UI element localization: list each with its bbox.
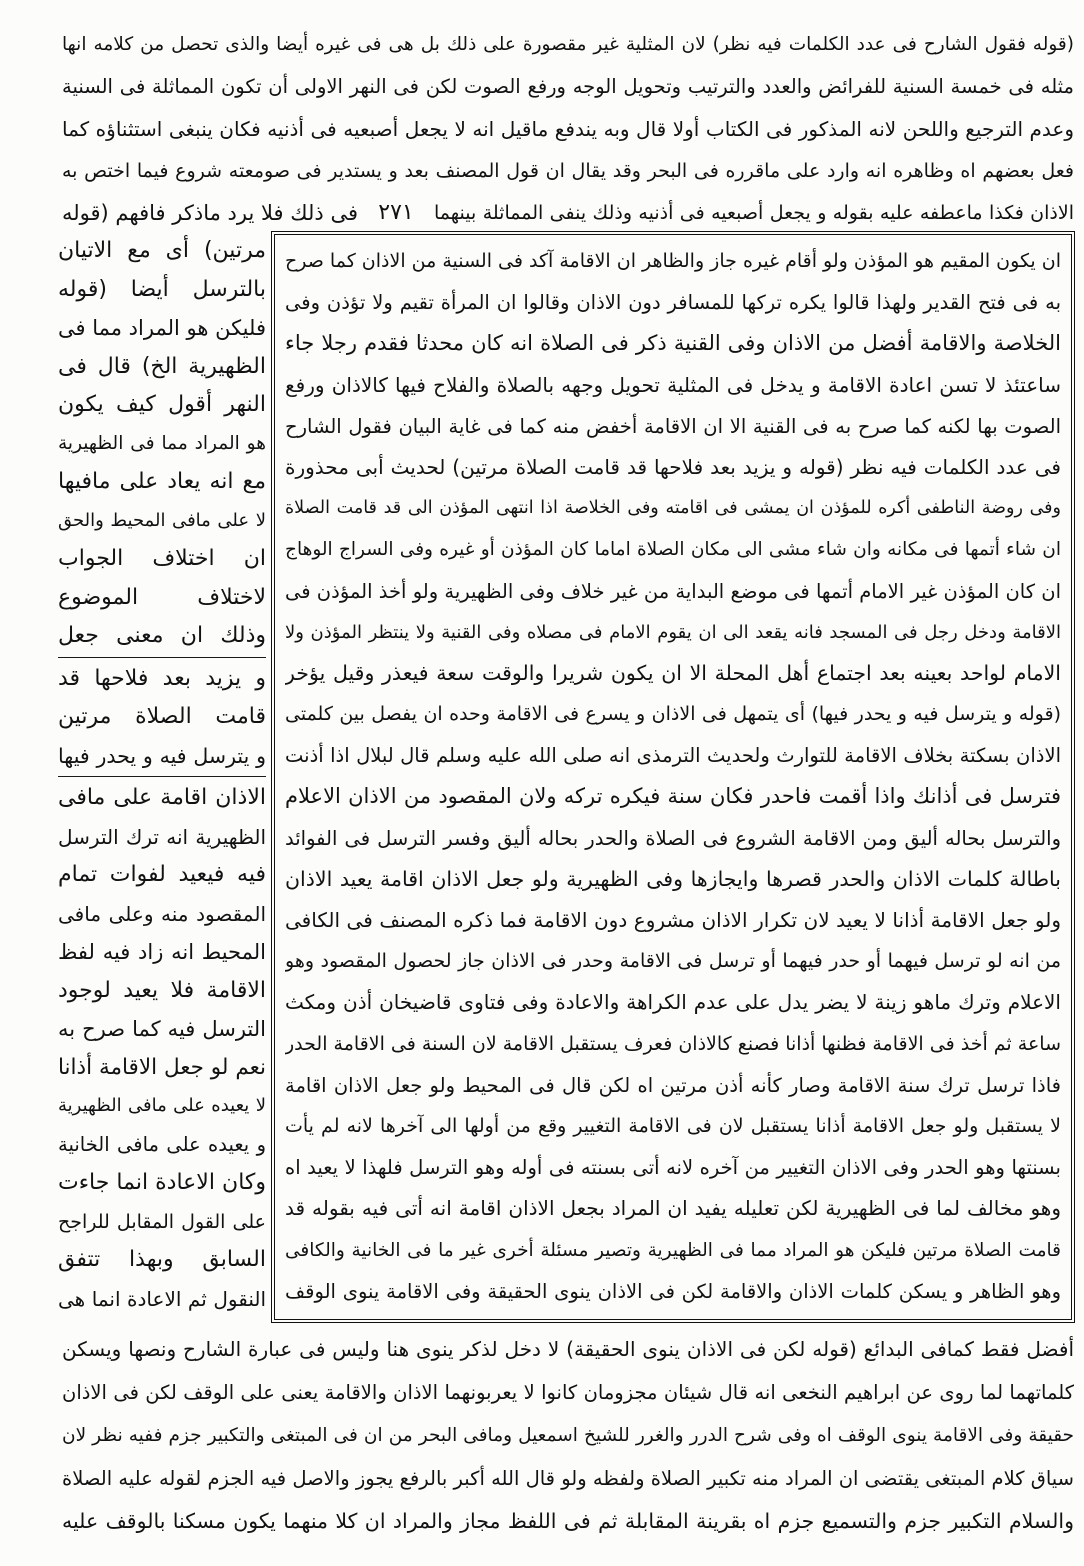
main-text-line: فترسل فى أذانك واذا أقمت فاحدر فكان سنة فيكره تركه ولان المقصود من الاذان الاعلام: [285, 784, 1061, 809]
commentary-line: سياق كلام المبتغى يقتضى ان المراد منه تكبير الصلاة ولفظه ولو قال الله أكبر بالرفع يجوز والاصل فيه الجزم لقوله عليه الصلاة: [62, 1467, 1074, 1490]
main-text-line: الخلاصة والاقامة أفضل من الاذان وفى القنية ذكر فى الصلاة انه كان محدثا فقدم رجلا جاء: [285, 331, 1061, 356]
commentary-line: والسلام التكبير جزم والتسميع جزم اه بقرينة المقابلة ثم فى اللفظ مجاز والمراد ان كلا منهما يكون مسكنا بالوقف عليه: [62, 1509, 1074, 1533]
matn-line: و يزيد بعد فلاحها قد: [58, 665, 266, 691]
commentary-line: الاذان فكذا ماعطفه عليه بقوله و يجعل أصبعيه فى أذنيه وذلك ينفى المماثلة بينهما: [434, 202, 1074, 224]
side-matn-box: [58, 660, 266, 776]
main-text-line: ان يكون المقيم هو المؤذن ولو أقام غيره جاز والظاهر ان الاقامة آكد فى السنية من الاذان كما صرح: [285, 250, 1061, 272]
commentary-line-with-page-number: [62, 192, 1074, 234]
main-text-line: فاذا ترسل ترك سنة الاقامة وصار كأنه أذن مرتين اه لكن قال فى المحيط ولو جعل الاذان اقامة: [285, 1073, 1061, 1097]
side-commentary-lower: [58, 779, 266, 1318]
main-text-line: الاذان بسكتة بخلاف الاقامة للتوارث ولحديث الترمذى انه صلى الله عليه وسلم قال لبلال اذا أذنت: [285, 744, 1061, 768]
side-commentary-line: على القول المقابل للراجح: [58, 1210, 266, 1233]
commentary-line: وعدم الترجيع واللحن لانه المذكور فى الكتاب أولا قال وبه يندفع ماقيل انه لا يجعل أصبعيه فى أذنيه فكان ينبغى استثناؤه كما: [62, 117, 1074, 141]
commentary-line: مثله فى خمسة السنية للفرائض والعدد والترتيب وتحويل الوجه ورفع الصوت لكن فى النهر الاولى أن تكون المماثلة فى السنية: [62, 75, 1074, 98]
side-commentary-line: ان اختلاف الجواب: [58, 546, 266, 571]
side-commentary-line: الاذان اقامة على مافى: [58, 785, 266, 810]
side-commentary-line: نعم لو جعل الاقامة أذانا: [58, 1054, 266, 1080]
main-text-line: باطالة كلمات الاذان والحدر قصرها وايجازها وفى الظهيرية ولو جعل الاذان اقامة يعيد الاذان: [285, 866, 1061, 891]
main-text-line: ساعة ثم أخذ فى الاقامة فظنها أذانا فصنع كالاذان فعرف يستقبل الاقامة لان السنة فى الاقامة الحدر: [285, 1032, 1061, 1055]
main-text-line: الصوت بها لكنه كما صرح به فى القنية الا ان الاقامة أخفض منه كما فى غاية البيان فقول الشارح: [285, 414, 1061, 438]
matn-line: قامت الصلاة مرتين: [58, 704, 266, 729]
section-divider: [58, 657, 266, 658]
top-commentary: [62, 24, 1074, 234]
side-commentary-line: الترسل فيه كما صرح به: [58, 1017, 266, 1041]
side-commentary-line: فليكن هو المراد مما فى: [58, 316, 266, 340]
main-text-line: ان شاء أتمها فى مكانه وان شاء مشى الى مكان الصلاة اماما كان المؤذن أو غيره وفى السراج الوهاج: [285, 539, 1061, 561]
section-divider: [58, 776, 266, 777]
side-commentary-line: لا على مافى المحيط والحق: [58, 509, 266, 531]
commentary-line: حقيقة وفى الاقامة ينوى الوقف اه وفى شرح الدرر والغرر للشيخ اسمعيل ومافى البحر من ان فى المبتغى والتكبير جزم ففيه نظر لان: [62, 1425, 1074, 1446]
side-commentary-line: وذلك ان معنى جعل: [58, 623, 266, 648]
side-commentary-line: الاقامة فلا يعيد لوجود: [58, 977, 266, 1003]
side-commentary-line: المحيط انه زاد فيه لفظ: [58, 940, 266, 964]
main-text-line: ان كان المؤذن غير الامام أتمها فى موضع البداية من غير خلاف وفى الظهيرية ولو أخذ المؤذن فى: [285, 579, 1061, 603]
main-text-line: وفى روضة الناطفى أكره للمؤذن ان يمشى فى اقامته وفى الخلاصة اذا انتهى المؤذن الى قد قامت الصلاة: [285, 498, 1061, 519]
main-text-line: فى عدد الكلمات فيه نظر (قوله و يزيد بعد فلاحها قد قامت الصلاة مرتين) لحديث أبى محذورة: [285, 454, 1061, 479]
side-commentary-line: لاختلاف الموضوع: [58, 584, 266, 610]
main-text-line: من انه لو ترسل فيهما أو حدر فيهما أو ترسل فى الاقامة وحدر فى الاذان جاز لحصول المقصود وهو: [285, 950, 1061, 973]
main-text-line: قامت الصلاة مرتين فليكن هو المراد مما فى الظهيرية وتصير مسئلة أخرى غير ما فى الخانية والكافى: [285, 1239, 1061, 1261]
main-text-line: ولو جعل الاقامة أذانا لا يعيد لان تكرار الاذان مشروع دون الاقامة فما ذكره المصنف فى الكافى: [285, 908, 1061, 932]
side-commentary-line: الظهيرية انه ترك الترسل: [58, 824, 266, 849]
side-commentary-line: بالترسل أيضا (قوله: [58, 276, 266, 302]
page-number: ٢٧١: [378, 200, 414, 225]
commentary-line: (قوله فقول الشارح فى عدد الكلمات فيه نظر) لان المثلية غير مقصورة على ذلك بل هى فى غيره أيضا والذى تحصل من كلامه انها: [62, 34, 1074, 55]
main-text-line: الامام لواحد بعينه بعد اجتماع أهل المحلة الا ان يكون شريرا والوقت سعة فيعذر وقيل يؤخر: [285, 660, 1061, 685]
side-commentary-line: وكان الاعادة انما جاءت: [58, 1170, 266, 1195]
side-commentary-line: النقول ثم الاعادة انما هى: [58, 1286, 266, 1311]
side-commentary-line: هو المراد مما فى الظهيرية: [58, 432, 266, 454]
side-commentary-line: السابق وبهذا تتفق: [58, 1247, 266, 1272]
commentary-line: فعل بعضهم اه وظاهره انه وارد على ماقرره فى البحر وقد يقال ان قول المصنف بعد و يستدير فى صومعته شروع فيما اختص به: [62, 160, 1074, 182]
side-commentary-line: و يعيده على مافى الخانية: [58, 1132, 266, 1156]
main-text-line: به فى فتح القدير ولهذا قالوا يكره تركها للمسافر دون الاذان وقالوا ان المرأة تقيم ولا تؤذن وفى: [285, 291, 1061, 315]
main-text-line: لا يستقبل ولو جعل الاقامة أذانا يستقبل لان فى الاقامة التغيير وقع من أولها الى آخرها لانه لم يأت: [285, 1114, 1061, 1137]
side-commentary-line: لا يعيده على مافى الظهيرية: [58, 1095, 266, 1116]
side-commentary-line: مع انه يعاد على مافيها: [58, 469, 266, 494]
side-commentary-line: النهر أقول كيف يكون: [58, 392, 266, 417]
main-text-line: الاقامة ودخل رجل فى المسجد فانه يقعد الى ان يقوم الامام فى مصلاه وفى القنية ولا ينتظر المؤذن ولا: [285, 621, 1061, 643]
main-text-line: والترسل بحاله أليق ومن الاقامة الشروع فى الصلاة والحدر بحاله أليق وفسر الترسل فى الفوائد: [285, 826, 1061, 850]
commentary-line: كلماتهما لما روى عن ابراهيم النخعى انه قال شيئان مجزومان كانوا لا يعربونهما الاذان والاقامة يعنى على الوقف لكن فى الاذان: [62, 1381, 1074, 1404]
main-text-line: ساعتئذ لا تسن اعادة الاقامة و يدخل فى المثلية تحويل وجهه بالصلاة والفلاح فيها كالاذان ورفع: [285, 372, 1061, 397]
main-text-box: [271, 231, 1075, 1323]
commentary-line: فى ذلك فلا يرد ماذكر فافهم (قوله: [62, 201, 358, 225]
main-text-line: بسنتها وهو الحدر وفى الاذان التغيير من آخره لانه أتى بسنته فى أوله وهو الترسل فلهذا لا يعيد اه: [285, 1156, 1061, 1180]
side-commentary-upper: [58, 232, 266, 656]
commentary-line: أفضل فقط كمافى البدائع (قوله لكن فى الاذان ينوى الحقيقة) لا دخل لذكر ينوى هنا وليس فى عبارة الشارح ونصها ويسكن: [62, 1337, 1074, 1361]
matn-line: و يترسل فيه و يحدر فيها: [58, 743, 266, 768]
side-commentary-line: المقصود منه وعلى مافى: [58, 901, 266, 926]
main-text-line: وهو مخالف لما فى الظهيرية لكن تعليله يفيد ان المراد بجعل الاذان اقامة انه أتى فيه بقوله قد: [285, 1196, 1061, 1221]
side-commentary-line: مرتين) أى مع الاتيان: [58, 238, 266, 263]
side-commentary-line: فيه فيعيد لفوات تمام: [58, 862, 266, 887]
main-text-line: الاعلام وترك ماهو زينة لا يضر يدل على عدم الكراهة والاعادة وفى فتاوى قاضيخان أذن ومكث: [285, 990, 1061, 1015]
side-commentary-line: الظهيرية الخ) قال فى: [58, 353, 266, 379]
side-commentary-column: [58, 232, 266, 1318]
main-text-line: (قوله و يترسل فيه و يحدر فيها) أى يتمهل فى الاذان و يسرع فى الاقامة وحده ان يفصل بين كلمتى: [285, 703, 1061, 726]
bottom-commentary: [62, 1328, 1074, 1543]
main-text-line: وهو الظاهر و يسكن كلمات الاذان والاقامة لكن فى الاذان ينوى الحقيقة وفى الاقامة ينوى الوقف: [285, 1279, 1061, 1303]
